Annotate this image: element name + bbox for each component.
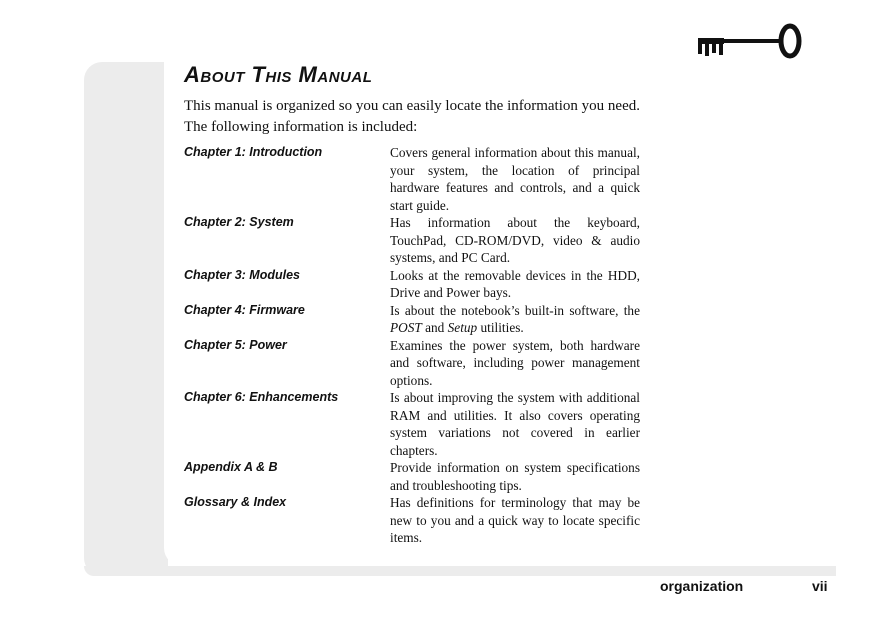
chapter-description: Has definitions for terminology that may be new to you and a quick way to locate specific items. [390,495,640,545]
chapter-description: Covers general information about this manual, your system, the location of principal hardware features and controls, and a quick start guide. [390,145,640,213]
chapter-label: Chapter 2: System [184,215,294,229]
footer-section-label: organization [660,578,744,594]
chapter-row [184,459,640,494]
chapter-row [184,214,640,267]
chapter-row [184,337,640,390]
chapter-label: Chapter 6: Enhancements [184,390,339,404]
chapter-description: Examines the power system, both hardware and software, including power management options. [390,337,640,388]
chapter-list [184,144,640,547]
page-number: vii [812,578,828,594]
chapter-description: Looks at the removable devices in the HDD, Drive and Power bays. [390,267,640,300]
chapter-description: Is about improving the system with additional RAM and utilities. It also covers operating system variations not covered in earlier chapters. [390,390,640,458]
chapter-label: Chapter 1: Introduction [184,145,323,159]
page-title: About This Manual [184,62,373,87]
desc-text: utilities. [477,320,524,335]
chapter-row [184,267,640,302]
chapter-description: Provide information on system specifications and troubleshooting tips. [390,460,640,493]
chapter-row [184,389,640,459]
chapter-label: Chapter 5: Power [184,337,287,352]
chapter-label: Appendix A & B [184,460,278,474]
chapter-label: Chapter 4: Firmware [184,302,305,317]
desc-text: and [421,320,448,335]
bottom-margin-band [84,566,836,576]
chapter-description [390,302,640,337]
post-term: POST [390,320,422,335]
chapter-label: Glossary & Index [184,495,287,509]
chapter-row [184,144,640,214]
chapter-row [184,494,640,547]
key-icon [696,22,802,70]
setup-term: Setup [447,320,478,335]
desc-text: Is about the notebook’s built-in software, the [390,302,640,318]
chapter-label: Chapter 3: Modules [184,267,300,282]
side-margin-band [84,62,168,576]
intro-paragraph: This manual is organized so you can easily locate the information you need. The following information is included: [184,98,640,135]
chapter-description: Has information about the keyboard, TouchPad, CD-ROM/DVD, video & audio systems, and PC Card. [390,215,640,265]
chapter-row [184,302,640,337]
